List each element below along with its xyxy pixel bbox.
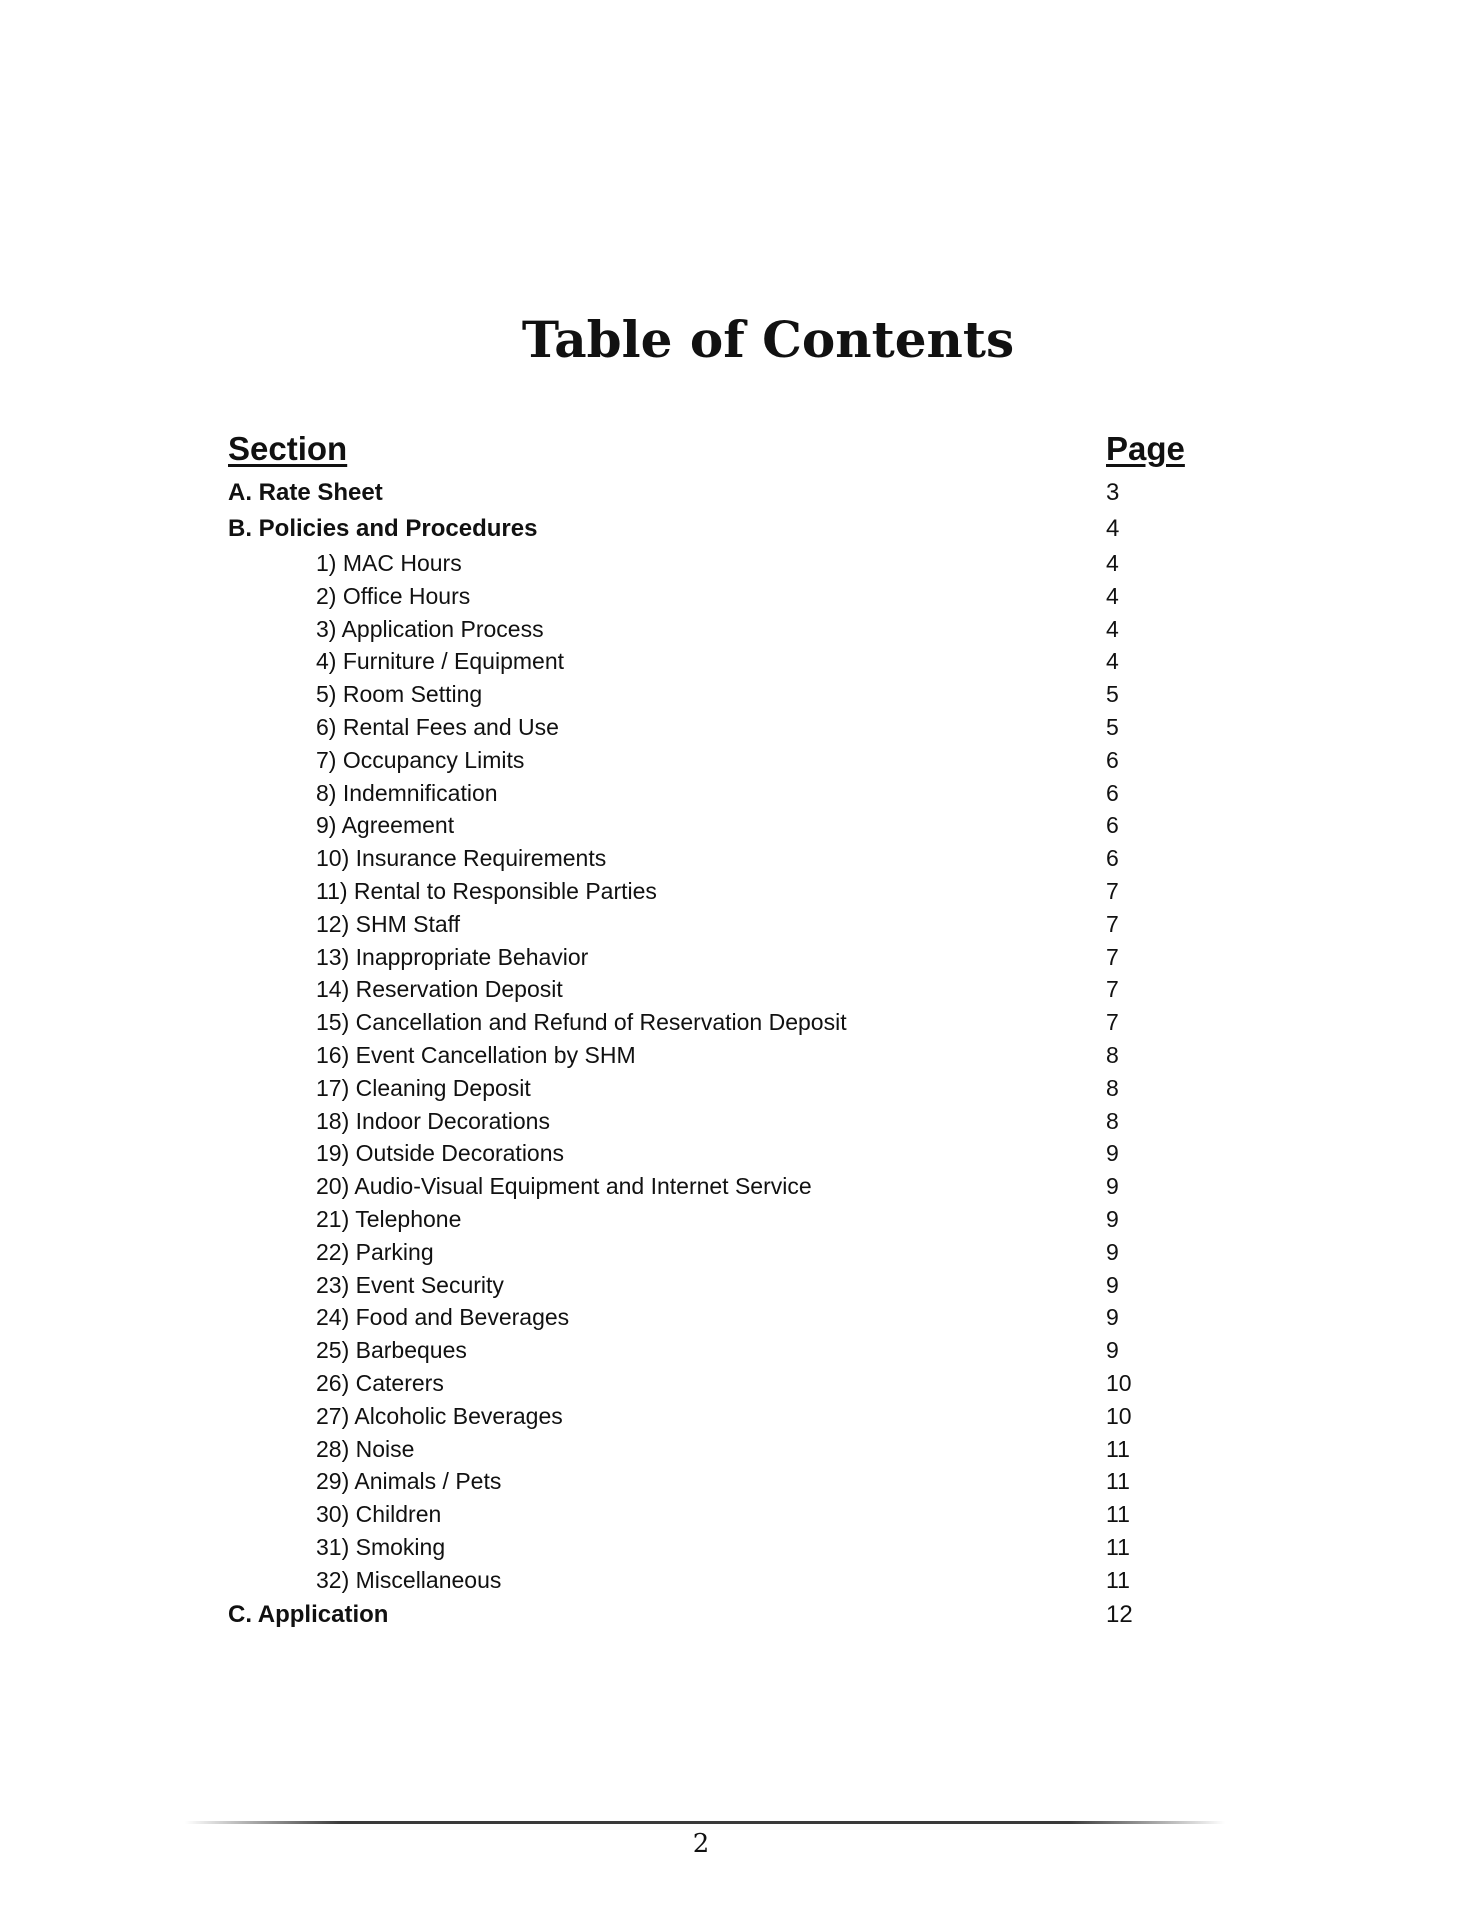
toc-entry-label: 12) SHM Staff xyxy=(316,910,461,937)
toc-entry-page: 6 xyxy=(1106,779,1119,806)
toc-subsection-row xyxy=(228,1465,1228,1498)
toc-entry-page: 4 xyxy=(1106,515,1120,542)
toc-entry-label: 10) Insurance Requirements xyxy=(316,845,607,872)
toc-entry-page: 4 xyxy=(1106,615,1119,642)
page-column-heading: Page xyxy=(1106,430,1185,467)
toc-entry-label: 17) Cleaning Deposit xyxy=(316,1074,531,1101)
toc-subsection-row xyxy=(228,1072,1228,1105)
toc-subsection-row xyxy=(228,777,1228,810)
toc-entry-label: 8) Indemnification xyxy=(316,779,498,806)
toc-entry-page: 12 xyxy=(1106,1600,1133,1628)
toc-entry-page: 8 xyxy=(1106,1107,1119,1134)
toc-entry-page: 11 xyxy=(1106,1468,1130,1495)
toc-entry-page: 8 xyxy=(1106,1074,1119,1101)
toc-subsection-row xyxy=(228,711,1228,744)
toc-subsection-row xyxy=(228,613,1228,646)
toc-section-row xyxy=(228,1597,1228,1633)
toc-subsection-row xyxy=(228,1006,1228,1039)
toc-subsection-row xyxy=(228,1433,1228,1466)
toc-entry-label: B. Policies and Procedures xyxy=(228,515,538,542)
toc-entry-page: 6 xyxy=(1106,812,1119,839)
page-title: Table of Contents xyxy=(521,310,1015,369)
toc-subsection-row xyxy=(228,809,1228,842)
toc-entry-label: 11) Rental to Responsible Parties xyxy=(316,877,657,904)
toc-entry-label: A. Rate Sheet xyxy=(228,479,383,506)
toc-section-row xyxy=(228,475,1228,511)
toc-entry-page: 5 xyxy=(1106,681,1119,708)
toc-subsection-row xyxy=(228,1301,1228,1334)
toc-subsection-row xyxy=(228,1236,1228,1269)
toc-entry-label: 22) Parking xyxy=(316,1238,434,1265)
toc-subsection-row xyxy=(228,941,1228,974)
toc-entry-label: 24) Food and Beverages xyxy=(316,1304,570,1331)
toc-entry-label: 28) Noise xyxy=(316,1435,415,1462)
toc-entry-label: 30) Children xyxy=(316,1501,442,1528)
toc-subsection-row xyxy=(228,1400,1228,1433)
toc-entry-page: 7 xyxy=(1106,976,1119,1003)
toc-subsection-row xyxy=(228,1334,1228,1367)
toc-section-row xyxy=(228,511,1228,547)
toc-entry-label: 15) Cancellation and Refund of Reservation Deposit xyxy=(316,1009,847,1036)
toc-entry-page: 7 xyxy=(1106,1009,1119,1036)
toc-entry-page: 9 xyxy=(1106,1238,1119,1265)
toc-entry-label: C. Application xyxy=(228,1600,389,1628)
toc-entry-page: 9 xyxy=(1106,1271,1119,1298)
toc-entry-page: 5 xyxy=(1106,713,1119,740)
toc-entry-page: 7 xyxy=(1106,910,1119,937)
toc-entry-label: 21) Telephone xyxy=(316,1205,462,1232)
toc-subsection-row xyxy=(228,842,1228,875)
toc-entry-label: 20) Audio-Visual Equipment and Internet Service xyxy=(316,1173,812,1200)
toc-entry-label: 7) Occupancy Limits xyxy=(316,746,525,773)
toc-entry-page: 6 xyxy=(1106,845,1119,872)
toc-entry-page: 11 xyxy=(1106,1435,1130,1462)
toc-entry-page: 9 xyxy=(1106,1337,1119,1364)
toc-entry-label: 5) Room Setting xyxy=(316,681,483,708)
toc-entry-label: 13) Inappropriate Behavior xyxy=(316,943,589,970)
toc-entry-label: 29) Animals / Pets xyxy=(316,1468,502,1495)
toc-subsection-row xyxy=(228,973,1228,1006)
table-of-contents xyxy=(228,425,1228,1633)
toc-entry-page: 9 xyxy=(1106,1205,1119,1232)
toc-entry-page: 4 xyxy=(1106,582,1119,609)
toc-subsection-row xyxy=(228,1367,1228,1400)
toc-entry-page: 11 xyxy=(1106,1501,1130,1528)
toc-subsection-row xyxy=(228,1039,1228,1072)
toc-entry-label: 1) MAC Hours xyxy=(316,550,462,576)
toc-entries xyxy=(228,475,1228,1633)
toc-entry-page: 11 xyxy=(1106,1533,1130,1560)
toc-entry-page: 4 xyxy=(1106,550,1119,576)
toc-entry-label: 14) Reservation Deposit xyxy=(316,976,563,1003)
toc-subsection-row xyxy=(228,1203,1228,1236)
section-column-heading: Section xyxy=(228,430,348,467)
toc-subsection-row xyxy=(228,645,1228,678)
toc-entry-label: 3) Application Process xyxy=(316,615,544,642)
toc-entry-label: 9) Agreement xyxy=(316,812,455,839)
toc-entry-label: 16) Event Cancellation by SHM xyxy=(316,1041,636,1068)
toc-entry-page: 4 xyxy=(1106,648,1119,675)
toc-entry-page: 8 xyxy=(1106,1041,1119,1068)
toc-header xyxy=(228,425,1228,475)
toc-entry-label: 2) Office Hours xyxy=(316,582,471,609)
toc-entry-label: 25) Barbeques xyxy=(316,1337,467,1364)
toc-subsection-row xyxy=(228,580,1228,613)
toc-entry-page: 10 xyxy=(1106,1402,1132,1429)
toc-entry-page: 9 xyxy=(1106,1140,1119,1167)
toc-entry-label: 23) Event Security xyxy=(316,1271,504,1298)
toc-subsection-row xyxy=(228,908,1228,941)
toc-entry-page: 3 xyxy=(1106,479,1120,506)
footer-divider xyxy=(185,1821,1225,1824)
toc-subsection-row xyxy=(228,678,1228,711)
toc-subsection-row xyxy=(228,1498,1228,1531)
toc-subsection-row xyxy=(228,547,1228,580)
toc-entry-page: 9 xyxy=(1106,1173,1119,1200)
toc-entry-label: 4) Furniture / Equipment xyxy=(316,648,565,675)
toc-entry-page: 7 xyxy=(1106,877,1119,904)
toc-subsection-row xyxy=(228,1531,1228,1564)
page-number: 2 xyxy=(692,1829,710,1859)
toc-entry-page: 9 xyxy=(1106,1304,1119,1331)
toc-entry-label: 27) Alcoholic Beverages xyxy=(316,1402,563,1429)
toc-entry-page: 10 xyxy=(1106,1369,1132,1396)
toc-entry-label: 31) Smoking xyxy=(316,1533,446,1560)
toc-subsection-row xyxy=(228,1564,1228,1597)
toc-subsection-row xyxy=(228,1269,1228,1302)
toc-entry-page: 6 xyxy=(1106,746,1119,773)
toc-entry-label: 6) Rental Fees and Use xyxy=(316,713,559,740)
toc-subsection-row xyxy=(228,1137,1228,1170)
toc-entry-label: 19) Outside Decorations xyxy=(316,1140,565,1167)
toc-subsection-row xyxy=(228,744,1228,777)
toc-entry-label: 32) Miscellaneous xyxy=(316,1566,502,1593)
toc-entry-label: 26) Caterers xyxy=(316,1369,444,1396)
toc-subsection-row xyxy=(228,1105,1228,1138)
toc-entry-label: 18) Indoor Decorations xyxy=(316,1107,550,1134)
toc-entry-page: 11 xyxy=(1106,1566,1130,1593)
toc-subsection-row xyxy=(228,1170,1228,1203)
toc-entry-page: 7 xyxy=(1106,943,1119,970)
toc-subsection-row xyxy=(228,875,1228,908)
